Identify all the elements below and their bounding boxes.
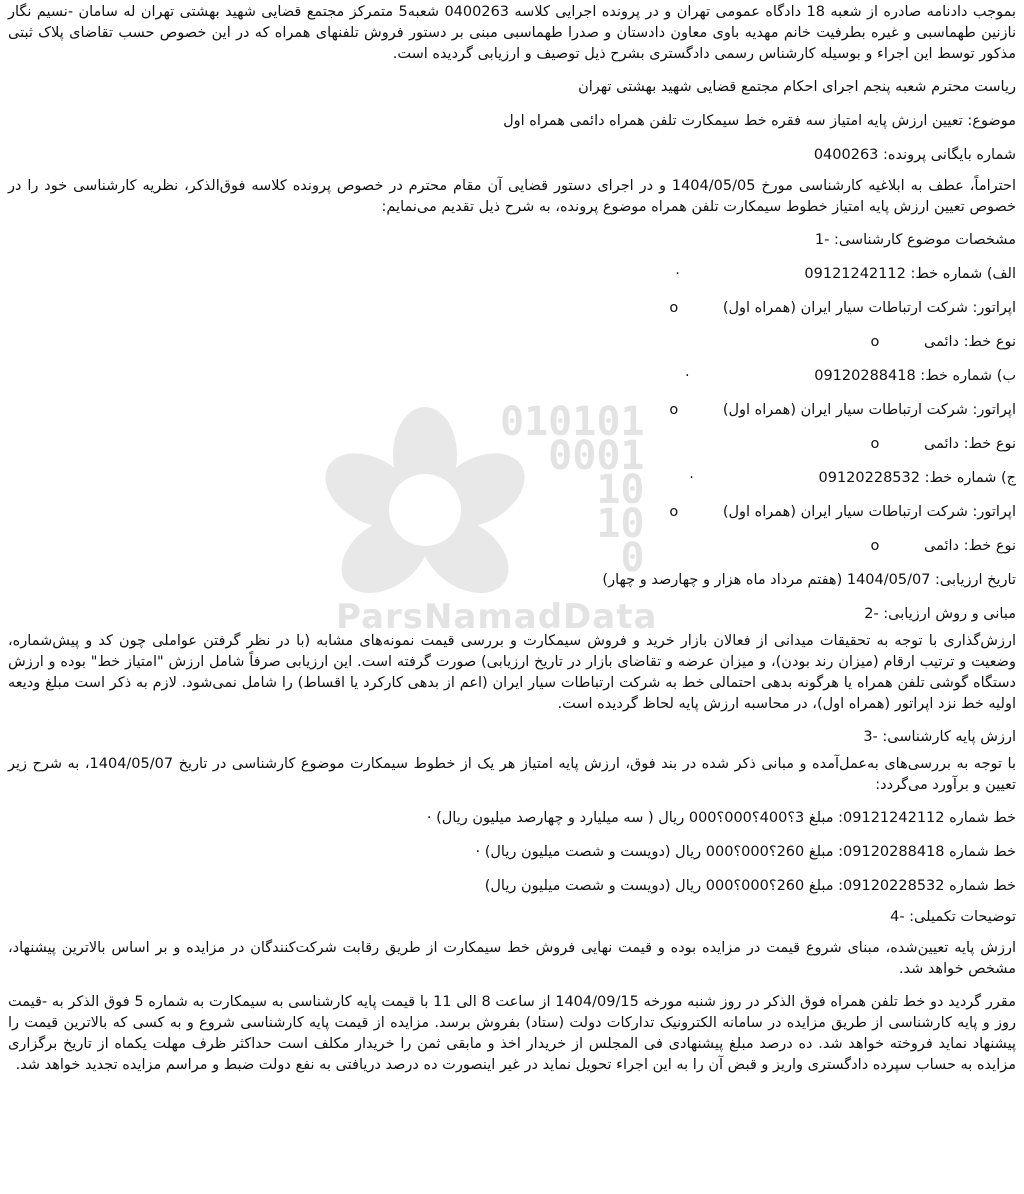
bullet-icon: o <box>669 300 679 316</box>
line-item <box>8 366 1016 387</box>
line-item-label: اپراتور: شرکت ارتباطات سیار ایران (همراه اول) <box>722 402 1016 418</box>
line-item-label: الف) شماره خط: 09121242112 <box>804 266 1016 282</box>
section4-heading: توضیحات تکمیلی: -4 <box>890 909 1016 925</box>
watermark-brand: ParsNamadData <box>336 597 658 637</box>
line-item-label: اپراتور: شرکت ارتباطات سیار ایران (همراه اول) <box>722 504 1016 520</box>
closing-paragraph: مقرر گردید دو خط تلفن همراه فوق الذکر در روز شنبه مورخه 1404/09/15 از ساعت 8 الی 11 با قیمت پایه کارشناسی به سیمکارت به شماره 5 فوق الذکر به -قیمت روز و پایه کارشناسی از طریق مزایده در سامانه الکترونیک تدارکات دولت (ستاد) بفروش برسد. مزایده از قیمت پایه کارشناسی شروع و به کسی که بالاترین قیمت را پیشنهاد نماید فروخته خواهد شد. ده درصد مبلغ پیشنهادی فی المجلس از خریدار اخذ و مابقی ثمن را خریدار مکلف است حداکثر ظرف مهلت یکماه از تاریخ برگزاری مزایده به حساب سپرده دادگستری واریز و قبض آن را به این اجراء تحویل نماید در غیر اینصورت ده درصد دریافتی به نفع دولت ضبط و مراسم مزایده تجدید خواهد شد. <box>8 994 1016 1073</box>
bullet-icon: · <box>689 470 694 486</box>
value-line: خط شماره 09120288418: مبلغ 260؟000؟000 ریال (دویست و شصت میلیون ریال) · <box>475 844 1016 860</box>
line-item-label: ب) شماره خط: 09120288418 <box>814 368 1016 384</box>
intro-paragraph: بموجب دادنامه صادره از شعبه 18 دادگاه عمومی تهران و در پرونده اجرایی کلاسه 0400263 شعبه5 متمرکز مجتمع قضایی شهید بهشتی تهران له سامان -نسیم نگار نازنین طهماسبی و غیره بطرفیت خانم مهدیه باوی معاون دادستان و صدرا طهماسبی مبنی بر دستور فروش تلفنهای همراه که در این خصوص حسب تقاضای پلاک ثبتی مذکور توسط این اجراء و بوسیله کارشناس رسمی دادگستری بشرح ذیل توصیف و ارزیابی گردیده است. <box>8 4 1017 62</box>
bullet-icon: · <box>685 368 690 384</box>
bullet-icon: · <box>675 266 680 282</box>
evaluation-date: تاریخ ارزیابی: 1404/05/07 (هفتم مرداد ماه هزار و چهارصد و چهار) <box>602 572 1016 588</box>
line-item-label: نوع خط: دائمی <box>924 538 1016 554</box>
section1-heading: مشخصات موضوع کارشناسی: -1 <box>814 232 1016 248</box>
line-item <box>8 468 1016 489</box>
line-item <box>8 264 1016 285</box>
section2-body: ارزش‌گذاری با توجه به تحقیقات میدانی از فعالان بازار خرید و فروش سیمکارت و بررسی قیمت نمونه‌های مشابه (با در نظر گرفتن عواملی چون کد و پیش‌شماره، وضعیت و ترتیب ارقام (میزان رند بودن)، و میزان عرضه و تقاضای بازار در تاریخ ارزیابی) صورت گرفته است. این ارزیابی صرفاً شامل ارزش "امتیاز خط" بوده و ارزش دستگاه گوشی تلفن همراه یا هرگونه بدهی احتمالی خط به شرکت ارتباطات سیار ایران (اعم از بدهی کارکرد یا اقساط) را شامل نمی‌شود. لازم به ذکر است مبلغ ودیعه اولیه خط نزد اپراتور (همراه اول)، در محاسبه ارزش پایه لحاظ گردیده است. <box>8 633 1016 712</box>
line-item-label: اپراتور: شرکت ارتباطات سیار ایران (همراه اول) <box>722 300 1016 316</box>
bullet-icon: o <box>669 504 679 520</box>
bullet-icon: o <box>870 538 880 554</box>
section3-body: با توجه به بررسی‌های به‌عمل‌آمده و مبانی ذکر شده در بند فوق، ارزش پایه امتیاز هر یک از خطوط سیمکارت موضوع کارشناسی در تاریخ 1404/05/07، به شرح زیر تعیین و برآورد می‌گردد: <box>8 756 1016 793</box>
line-item <box>8 536 1016 557</box>
section4-body: ارزش پایه تعیین‌شده، مبنای شروع قیمت در مزایده بوده و قیمت نهایی فروش خط سیمکارت از طریق رقابت شرکت‌کنندگان در مزایده و بر اساس بالاترین پیشنهاد، مشخص خواهد شد. <box>8 940 1016 977</box>
value-line: خط شماره 09120228532: مبلغ 260؟000؟000 ریال (دویست و شصت میلیون ریال) <box>484 878 1016 894</box>
line-item <box>8 502 1016 523</box>
subject-line: موضوع: تعیین ارزش پایه امتیاز سه فقره خط سیمکارت تلفن همراه دائمی همراه اول <box>503 113 1016 129</box>
bullet-icon: o <box>870 436 880 452</box>
line-item <box>8 332 1016 353</box>
section2-heading: مبانی و روش ارزیابی: -2 <box>864 606 1016 622</box>
watermark-digits: 010101 0001 10 10 0 <box>500 399 645 581</box>
line-item <box>8 434 1016 455</box>
bullet-icon: o <box>669 402 679 418</box>
line-item <box>8 298 1016 319</box>
archive-number: شماره بایگانی پرونده: 0400263 <box>813 147 1016 163</box>
addressee: ریاست محترم شعبه پنجم اجرای احکام مجتمع قضایی شهید بهشتی تهران <box>578 79 1016 95</box>
greeting-paragraph: احتراماً، عطف به ابلاغیه کارشناسی مورخ 1404/05/05 و در اجرای دستور قضایی آن مقام محترم در خصوص پرونده کلاسه فوق‌الذکر، نظریه کارشناسی خود را در خصوص تعیین ارزش پایه امتیاز خطوط سیمکارت تلفن همراه موضوع پرونده، به شرح ذیل تقدیم می‌نمایم: <box>8 178 1016 215</box>
line-item <box>8 400 1016 421</box>
bullet-icon: o <box>870 334 880 350</box>
section3-heading: ارزش پایه کارشناسی: -3 <box>863 729 1016 745</box>
line-item-label: نوع خط: دائمی <box>924 334 1016 350</box>
line-item-label: ج) شماره خط: 09120228532 <box>818 470 1016 486</box>
value-line: خط شماره 09121242112: مبلغ 3؟400؟000؟000 ریال ( سه میلیارد و چهارصد میلیون ریال) · <box>426 810 1016 826</box>
line-item-label: نوع خط: دائمی <box>924 436 1016 452</box>
